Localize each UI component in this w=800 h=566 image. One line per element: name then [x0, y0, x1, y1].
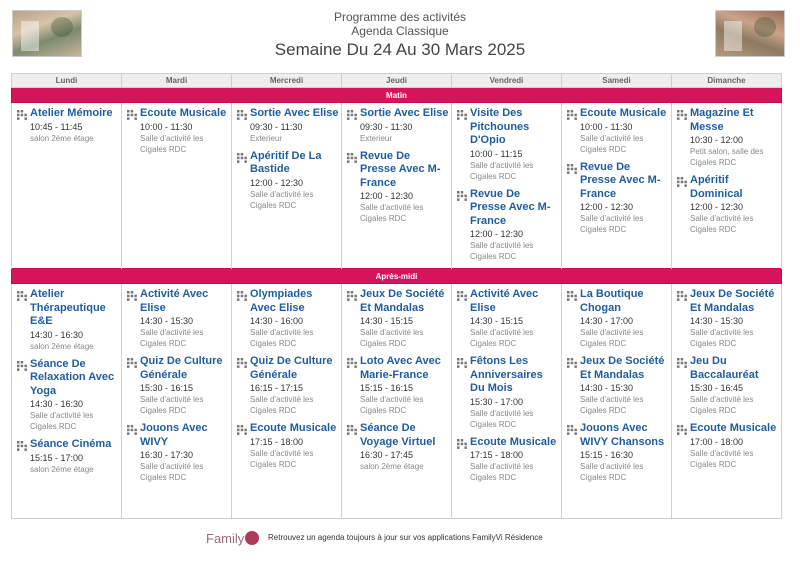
activity-location: Salle d'activité les Cigales RDC: [470, 160, 534, 181]
activity-location: Salle d'activité les Cigales RDC: [250, 328, 314, 348]
activity-icon: [456, 107, 470, 182]
residence-photo-left: [12, 10, 82, 57]
activity-time: 14:30 - 15:15: [360, 316, 414, 326]
activity-location: salon 2ème étage: [30, 133, 94, 143]
activity-body: [140, 107, 229, 155]
activity-body: [690, 422, 779, 470]
activity-location: Salle d'activité les Cigales RDC: [30, 411, 94, 431]
activity-icon: [126, 355, 140, 416]
day-cell: [12, 103, 122, 269]
activity-body: [360, 107, 449, 144]
activity-location: Salle d'activité les Cigales RDC: [360, 395, 424, 415]
activity-item[interactable]: [676, 288, 779, 349]
activity-item[interactable]: [456, 188, 559, 263]
activity-location: salon 2ème étage: [30, 341, 94, 351]
activity-item[interactable]: [236, 355, 339, 416]
activity-body: [250, 107, 339, 144]
activity-icon: [346, 107, 360, 144]
activity-location: Salle d'activité les Cigales RDC: [140, 328, 204, 348]
activity-item[interactable]: [126, 355, 229, 416]
activity-body: [360, 288, 449, 349]
activity-time: 15:30 - 17:00: [470, 396, 524, 407]
activity-title: Revue De Presse Avec M-France: [580, 160, 661, 200]
activity-time: 17:15 - 18:00: [250, 436, 304, 447]
activity-item[interactable]: [346, 288, 449, 349]
day-cell: [122, 284, 232, 519]
activity-time: 10:00 - 11:30: [140, 121, 193, 132]
activity-title: Revue De Presse Avec M-France: [360, 149, 441, 189]
activity-icon: [676, 174, 690, 235]
program-title: Programme des activités: [333, 10, 467, 24]
activity-title: Jeux De Société Et Mandalas: [690, 288, 775, 314]
activity-time: 14:30 - 17:00: [580, 316, 634, 326]
activity-location: Salle d'activité les Cigales RDC: [140, 462, 204, 482]
activity-item[interactable]: [676, 422, 779, 470]
activity-title: Olympiades Avec Elise: [250, 288, 313, 314]
activity-title: Fêtons Les Anniversaires Du Mois: [470, 355, 543, 394]
activity-icon: [346, 355, 360, 416]
activity-item[interactable]: [16, 358, 119, 433]
activity-time: 10:45 - 11:45: [30, 121, 83, 132]
activity-body: [250, 355, 339, 416]
day-cell: [232, 284, 342, 519]
activity-body: [690, 174, 779, 235]
activity-time: 09:30 - 11:30: [360, 121, 413, 132]
day-header: Lundi: [12, 74, 122, 88]
activity-item[interactable]: [456, 436, 559, 484]
activity-body: [360, 422, 449, 472]
activity-item[interactable]: [346, 355, 449, 416]
activity-location: Exterieur: [250, 133, 283, 143]
activity-location: salon 2ème étage: [360, 462, 424, 471]
activity-location: Salle d'activité les Cigales RDC: [360, 328, 424, 348]
activity-title: Ecoute Musicale: [470, 435, 557, 448]
activity-location: Salle d'activité les Cigales RDC: [470, 241, 534, 261]
activity-item[interactable]: [236, 422, 339, 470]
activity-location: Salle d'activité les Cigales RDC: [470, 462, 534, 482]
activity-location: Salle d'activité les Cigales RDC: [250, 395, 314, 415]
period-row: [12, 103, 782, 269]
day-cell: [562, 103, 672, 269]
activity-title: Magazine Et Messe: [690, 107, 754, 133]
activity-time: 15:30 - 16:15: [140, 383, 194, 393]
period-band: [12, 88, 782, 103]
activity-body: [30, 358, 119, 433]
activity-time: 14:30 - 15:15: [470, 316, 524, 326]
day-cell: [672, 284, 782, 519]
activity-icon: [676, 288, 690, 349]
activity-body: [470, 355, 559, 430]
activity-body: [580, 288, 669, 349]
activity-time: 14:30 - 15:30: [580, 383, 634, 393]
activity-body: [250, 288, 339, 349]
activity-title: Sortie Avec Elise: [360, 107, 449, 119]
activity-icon: [16, 288, 30, 352]
logo-text: Family: [206, 531, 245, 546]
activity-title: Jouons Avec WIVY: [140, 422, 208, 448]
activity-item[interactable]: [346, 107, 449, 144]
activity-item[interactable]: [126, 107, 229, 155]
activity-item[interactable]: [566, 161, 669, 236]
activity-title: Séance De Relaxation Avec Yoga: [30, 357, 115, 397]
day-cell: [562, 284, 672, 519]
day-cell: [342, 284, 452, 519]
activity-location: Salle d'activité les Cigales RDC: [470, 328, 534, 348]
activity-body: [470, 288, 559, 349]
activity-body: [580, 422, 669, 483]
activity-body: [30, 107, 119, 144]
footer-message: Retrouvez un agenda toujours à jour sur vos applications FamilyVi Résidence: [268, 533, 543, 542]
activity-location: Salle d'activité les Cigales RDC: [690, 328, 754, 348]
activity-title: Apéritif De La Bastide: [250, 149, 322, 175]
activity-item[interactable]: [566, 288, 669, 349]
activity-body: [30, 438, 119, 475]
activity-time: 15:30 - 16:45: [690, 383, 744, 393]
activity-body: [360, 150, 449, 225]
activity-body: [140, 355, 229, 416]
activity-title: Ecoute Musicale: [250, 422, 337, 434]
activity-item[interactable]: [16, 288, 119, 352]
activity-icon: [346, 422, 360, 472]
activity-body: [360, 355, 449, 416]
activity-icon: [236, 422, 250, 470]
activity-time: 12:00 - 12:30: [250, 177, 304, 188]
activity-title: Jeux De Société Et Mandalas: [580, 355, 665, 381]
week-title: Semaine Du 24 Au 30 Mars 2025: [274, 40, 526, 59]
activity-icon: [236, 355, 250, 416]
activity-icon: [126, 422, 140, 483]
activity-title: Apéritif Dominical: [690, 174, 743, 200]
activity-time: 14:30 - 15:30: [690, 316, 744, 326]
activity-time: 10:30 - 12:00: [690, 135, 744, 145]
day-header: Mercredi: [232, 74, 342, 88]
activity-title: Jeu Du Baccalauréat: [690, 355, 759, 381]
activity-item[interactable]: [566, 422, 669, 483]
activity-item[interactable]: [456, 355, 559, 430]
activity-item[interactable]: [676, 107, 779, 168]
activity-icon: [456, 436, 470, 484]
activity-icon: [346, 150, 360, 225]
activity-body: [250, 150, 339, 211]
activity-title: Jouons Avec WIVY Chansons: [580, 422, 665, 448]
activity-item[interactable]: [236, 107, 339, 144]
activity-item[interactable]: [566, 107, 669, 155]
activity-body: [580, 107, 669, 155]
activity-location: Salle d'activité les Cigales RDC: [690, 448, 754, 469]
activity-icon: [236, 107, 250, 144]
activity-body: [30, 288, 119, 352]
activity-icon: [566, 288, 580, 349]
activity-body: [580, 355, 669, 416]
activity-item[interactable]: [16, 438, 119, 475]
activity-item[interactable]: [456, 288, 559, 349]
activity-location: Salle d'activité les Cigales RDC: [580, 462, 644, 482]
activity-icon: [566, 422, 580, 483]
agenda-table: [11, 73, 782, 519]
activity-icon: [456, 355, 470, 430]
day-cell: [122, 103, 232, 269]
activity-icon: [566, 161, 580, 236]
page-header: [200, 10, 600, 61]
period-label: Matin: [12, 88, 782, 103]
activity-time: 15:15 - 16:15: [360, 383, 414, 393]
activity-location: Salle d'activité les Cigales RDC: [690, 395, 754, 415]
day-cell: [452, 103, 562, 269]
activity-location: Salle d'activité les Cigales RDC: [580, 395, 644, 415]
activity-location: Salle d'activité les Cigales RDC: [250, 448, 314, 469]
activity-item[interactable]: [346, 150, 449, 225]
activity-time: 16:30 - 17:45: [360, 450, 414, 460]
activity-item[interactable]: [236, 150, 339, 211]
activity-icon: [566, 355, 580, 416]
familyvi-logo: [206, 531, 259, 546]
activity-icon: [16, 358, 30, 433]
activity-body: [470, 188, 559, 263]
activity-body: [580, 161, 669, 236]
activity-location: Salle d'activité les Cigales RDC: [360, 203, 424, 223]
activity-title: Ecoute Musicale: [140, 107, 227, 119]
activity-item[interactable]: [676, 355, 779, 416]
activity-time: 12:00 - 12:30: [470, 229, 524, 239]
activity-title: Atelier Mémoire: [30, 107, 113, 119]
activity-item[interactable]: [126, 288, 229, 349]
day-header: Mardi: [122, 74, 232, 88]
activity-location: Salle d'activité les Cigales RDC: [250, 189, 314, 210]
activity-icon: [456, 188, 470, 263]
agenda-type: Agenda Classique: [351, 24, 449, 38]
day-cell: [452, 284, 562, 519]
activity-icon: [676, 422, 690, 470]
activity-location: Salle d'activité les Cigales RDC: [140, 395, 204, 415]
activity-icon: [16, 438, 30, 475]
activity-location: Salle d'activité les Cigales RDC: [690, 214, 754, 234]
day-cell: [342, 103, 452, 269]
activity-time: 12:00 - 12:30: [690, 202, 744, 212]
activity-time: 12:00 - 12:30: [580, 202, 634, 212]
residence-photo-right: [715, 10, 785, 57]
activity-location: salon 2ème étage: [30, 464, 94, 474]
activity-title: Séance Cinéma: [30, 438, 112, 450]
activity-icon: [236, 288, 250, 349]
activity-title: Ecoute Musicale: [580, 107, 667, 119]
days-header-row: [12, 74, 782, 88]
activity-title: Loto Avec Avec Marie-France: [360, 355, 441, 381]
activity-body: [690, 107, 779, 168]
period-row: [12, 284, 782, 519]
activity-time: 15:15 - 16:30: [580, 450, 634, 460]
activity-time: 14:30 - 16:30: [30, 399, 84, 409]
activity-body: [250, 422, 339, 470]
day-cell: [12, 284, 122, 519]
day-cell: [232, 103, 342, 269]
activity-title: Sortie Avec Elise: [250, 107, 339, 119]
activity-title: Jeux De Société Et Mandalas: [360, 288, 445, 314]
activity-location: Salle d'activité les Cigales RDC: [580, 214, 644, 234]
activity-title: Activité Avec Elise: [140, 288, 209, 314]
activity-title: Atelier Thérapeutique E&E: [30, 288, 106, 327]
activity-icon: [346, 288, 360, 349]
activity-location: Salle d'activité les Cigales RDC: [140, 133, 204, 154]
activity-time: 16:15 - 17:15: [250, 383, 304, 393]
activity-title: Revue De Presse Avec M-France: [470, 187, 551, 227]
period-band: [12, 269, 782, 284]
activity-icon: [126, 107, 140, 155]
activity-time: 12:00 - 12:30: [360, 191, 414, 201]
activity-item[interactable]: [236, 288, 339, 349]
activity-time: 10:00 - 11:15: [470, 148, 523, 159]
activity-item[interactable]: [346, 422, 449, 472]
activity-title: Ecoute Musicale: [690, 422, 777, 434]
activity-time: 15:15 - 17:00: [30, 452, 84, 463]
activity-time: 17:00 - 18:00: [690, 436, 744, 447]
activity-icon: [456, 288, 470, 349]
activity-time: 14:30 - 15:30: [140, 316, 194, 326]
activity-location: Salle d'activité les Cigales RDC: [580, 328, 644, 348]
day-header: Vendredi: [452, 74, 562, 88]
activity-item[interactable]: [16, 107, 119, 144]
activity-item[interactable]: [566, 355, 669, 416]
activity-title: Quiz De Culture Générale: [140, 355, 223, 381]
activity-icon: [16, 107, 30, 144]
activity-body: [140, 288, 229, 349]
day-header: Jeudi: [342, 74, 452, 88]
activity-item[interactable]: [126, 422, 229, 483]
heart-icon: [245, 531, 259, 545]
footer: [0, 529, 800, 549]
activity-title: Activité Avec Elise: [470, 288, 539, 314]
activity-location: Exterieur: [360, 133, 393, 143]
activity-time: 09:30 - 11:30: [250, 121, 303, 132]
activity-title: La Boutique Chogan: [580, 288, 644, 314]
activity-title: Quiz De Culture Générale: [250, 355, 333, 381]
activity-location: Petit salon, salle des Cigales RDC: [690, 147, 764, 167]
activity-body: [140, 422, 229, 483]
day-header: Samedi: [562, 74, 672, 88]
activity-icon: [676, 355, 690, 416]
activity-time: 14:30 - 16:30: [30, 329, 84, 340]
activity-icon: [566, 107, 580, 155]
activity-time: 17:15 - 18:00: [470, 450, 524, 460]
activity-body: [470, 107, 559, 182]
activity-icon: [236, 150, 250, 211]
activity-time: 14:30 - 16:00: [250, 316, 304, 326]
activity-body: [470, 436, 559, 484]
activity-item[interactable]: [456, 107, 559, 182]
activity-location: Salle d'activité les Cigales RDC: [580, 133, 644, 154]
activity-body: [690, 288, 779, 349]
activity-time: 10:00 - 11:30: [580, 121, 633, 132]
activity-item[interactable]: [676, 174, 779, 235]
period-label: Après-midi: [12, 269, 782, 284]
activity-body: [690, 355, 779, 416]
activity-icon: [126, 288, 140, 349]
day-header: Dimanche: [672, 74, 782, 88]
activity-time: 16:30 - 17:30: [140, 450, 194, 460]
activity-title: Visite Des Pitchounes D'Opio: [470, 107, 530, 146]
day-cell: [672, 103, 782, 269]
activity-location: Salle d'activité les Cigales RDC: [470, 408, 534, 429]
activity-title: Séance De Voyage Virtuel: [360, 422, 436, 448]
activity-icon: [676, 107, 690, 168]
